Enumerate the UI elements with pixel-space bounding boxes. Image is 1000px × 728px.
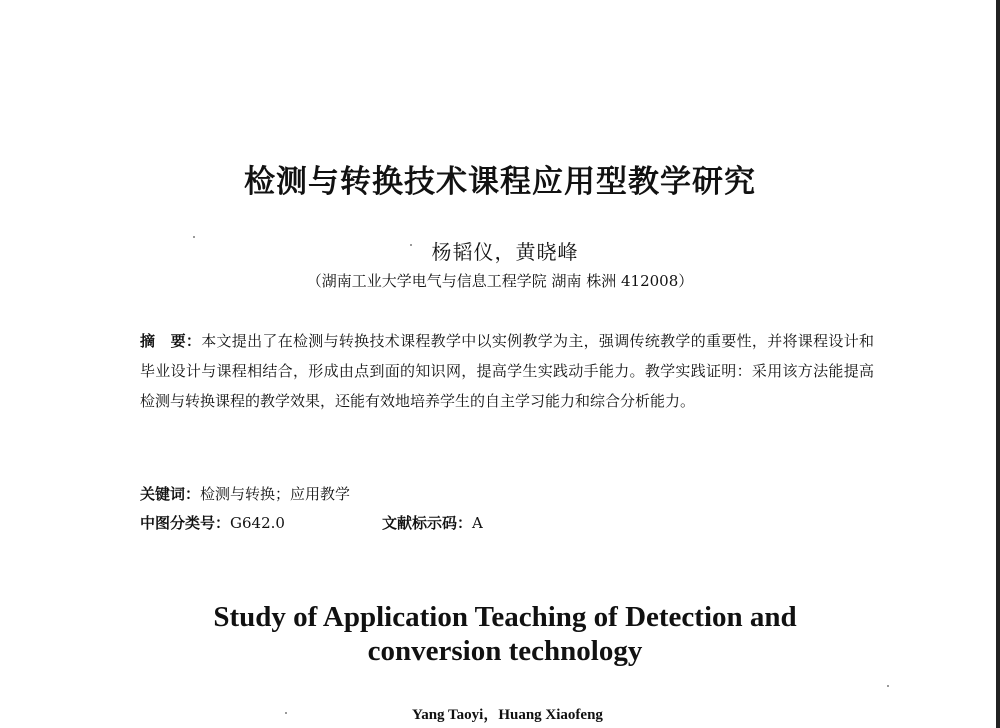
authors-en: Yang Taoyi，Huang Xiaofeng [412,707,603,723]
keywords-value: 检测与转换；应用教学 [200,485,351,503]
abstract-text: 本文提出了在检测与转换技术课程教学中以实例教学为主，强调传统教学的重要性，并将课程设计和毕业设计与课程相结合，形成由点到面的知识网，提高学生实践动手能力。教学实践证明：采用该方法能提高检测与转换课程的教学效果，还能有效地培养学生的自主学习能力和综合分析能力。 [140,332,874,410]
doc-code-value: A [472,514,483,532]
affiliation-cn: （湖南工业大学电气与信息工程学院 湖南 株洲 412008） [306,272,694,290]
title-en-line2: conversion technology [367,635,643,667]
classification-line [140,512,740,533]
abstract-label: 摘 要： [140,332,202,350]
authors-cn: 杨韬仪，黄晓峰 [431,240,579,264]
doc-code-label: 文献标示码： [382,514,473,532]
paper-title-en [0,600,1000,668]
abstract [140,326,874,416]
paper-title-cn: 检测与转换技术课程应用型教学研究 [244,164,756,200]
title-en-line1: Study of Application Teaching of Detection and [213,601,797,633]
scan-speck [887,685,889,687]
doc-code [382,512,483,533]
keywords [140,483,350,504]
clc-value: G642.0 [230,514,285,532]
keywords-label: 关键词： [140,485,201,503]
clc-label: 中图分类号： [140,514,231,532]
